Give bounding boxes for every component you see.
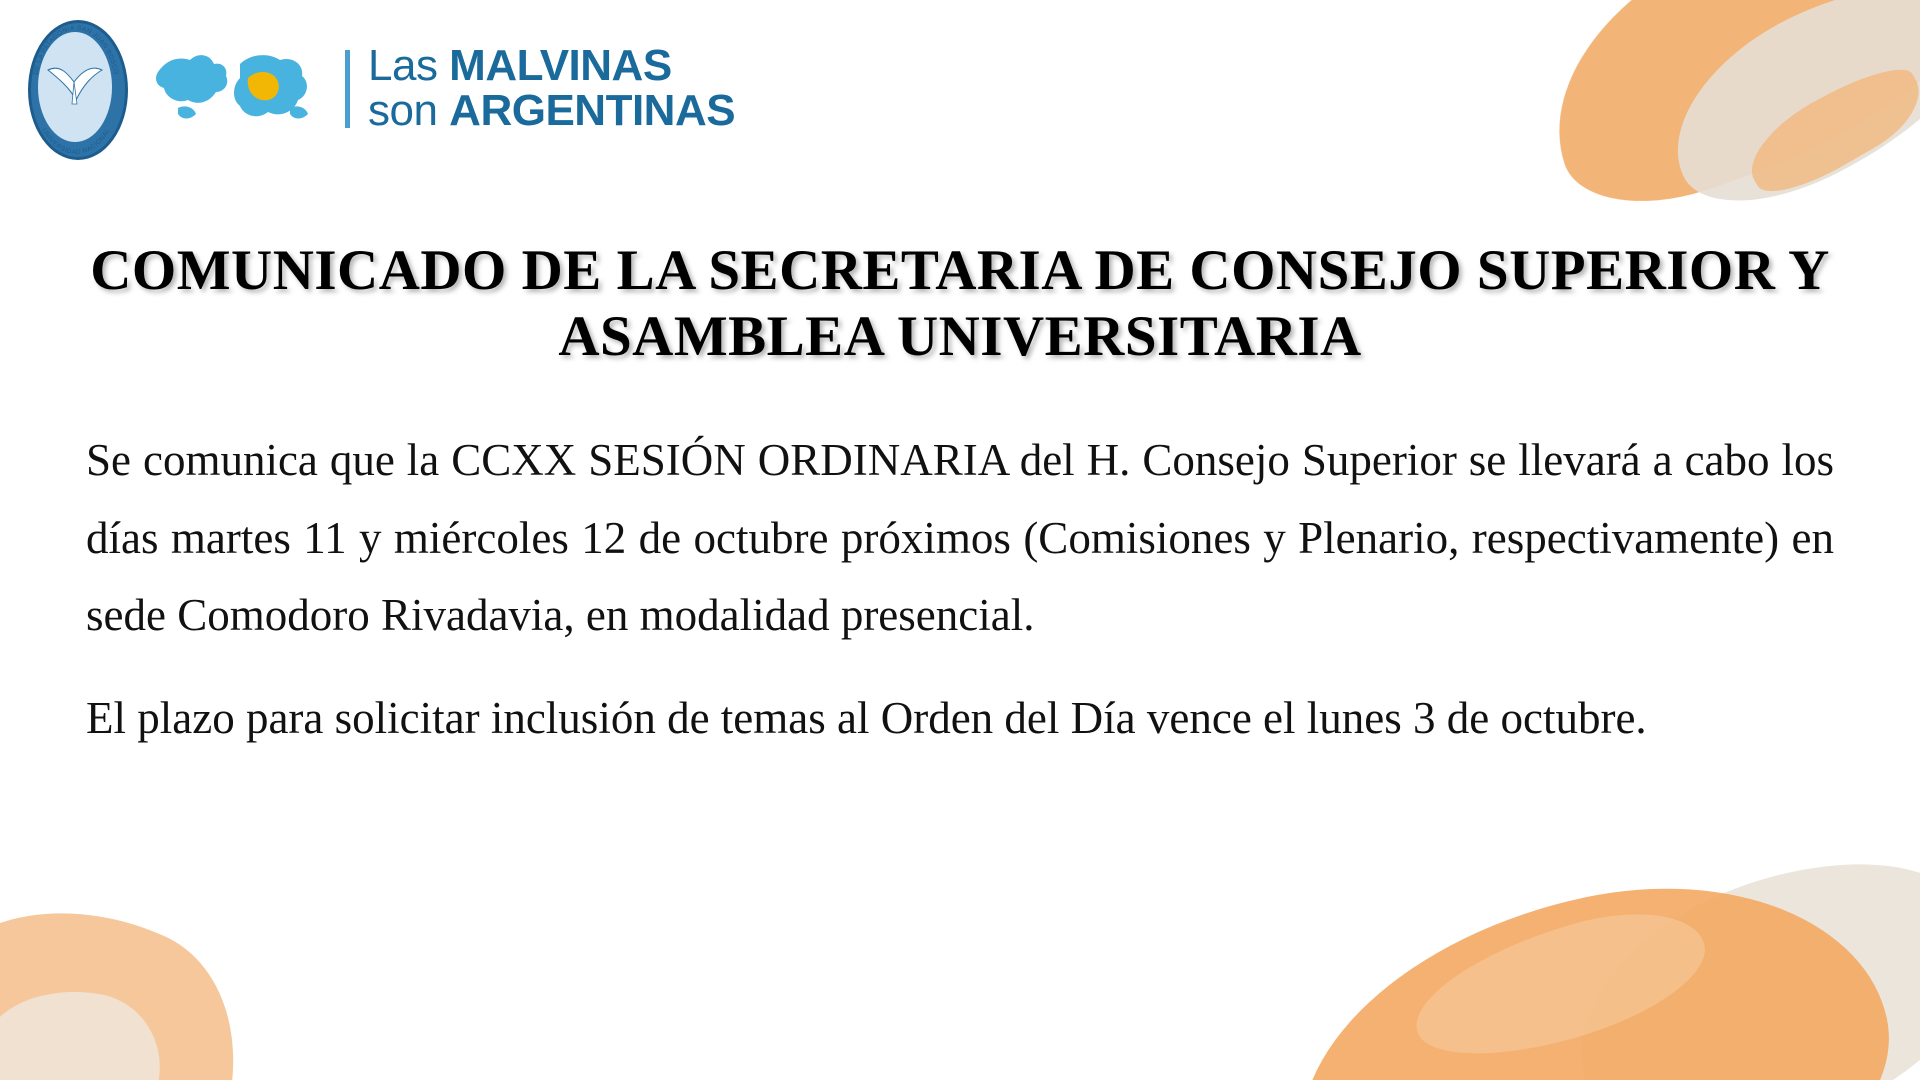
brush-stroke-bottom-left-beige: [0, 976, 172, 1080]
logo-line-1: [368, 41, 735, 91]
slide-header: [20, 14, 735, 164]
svg-text:DE LA PATAGONIA SAN JUAN BOSCO: DE LA PATAGONIA SAN JUAN BOSCO: [32, 24, 120, 76]
paragraph-deadline-info: El plazo para solicitar inclusión de temas al Orden del Día vence el lunes 3 de octubre.: [86, 693, 1647, 744]
page-title: COMUNICADO DE LA SECRETARIA DE CONSEJO SUPERIOR Y ASAMBLEA UNIVERSITARIA: [90, 239, 1830, 369]
seal-ring-text: [20, 14, 130, 164]
brush-stroke-bottom-right-beige: [1542, 815, 1920, 1080]
malvinas-islands-icon: [152, 42, 327, 137]
logo-divider: [345, 50, 350, 128]
logo-line-1-light: Las: [368, 41, 450, 91]
malvinas-campaign-logo: [152, 42, 735, 137]
logo-line-1-bold: MALVINAS: [449, 41, 672, 91]
logo-text-block: [368, 41, 736, 135]
body-paragraphs: [40, 422, 1880, 758]
brush-stroke-bottom-right-orange-light: [1401, 891, 1720, 1079]
logo-line-2: [368, 86, 736, 135]
university-seal-icon: [20, 14, 130, 164]
svg-text:UNIVERSIDAD NACIONAL: UNIVERSIDAD NACIONAL: [40, 127, 112, 157]
brush-stroke-bottom-right-orange: [1262, 841, 1917, 1080]
paragraph-session-info: Se comunica que la CCXX SESIÓN ORDINARIA del H. Consejo Superior se llevará a cabo los días martes 11 y miércoles 12 de octubre próximos (Comisiones y Plenario, respectivamente) en sede Comodoro Rivadavia, en modalidad presencial.: [86, 435, 1834, 640]
logo-line-2-light: son: [368, 86, 450, 135]
brush-stroke-bottom-left-orange: [0, 855, 285, 1080]
logo-line-2-bold: ARGENTINAS: [449, 86, 736, 135]
